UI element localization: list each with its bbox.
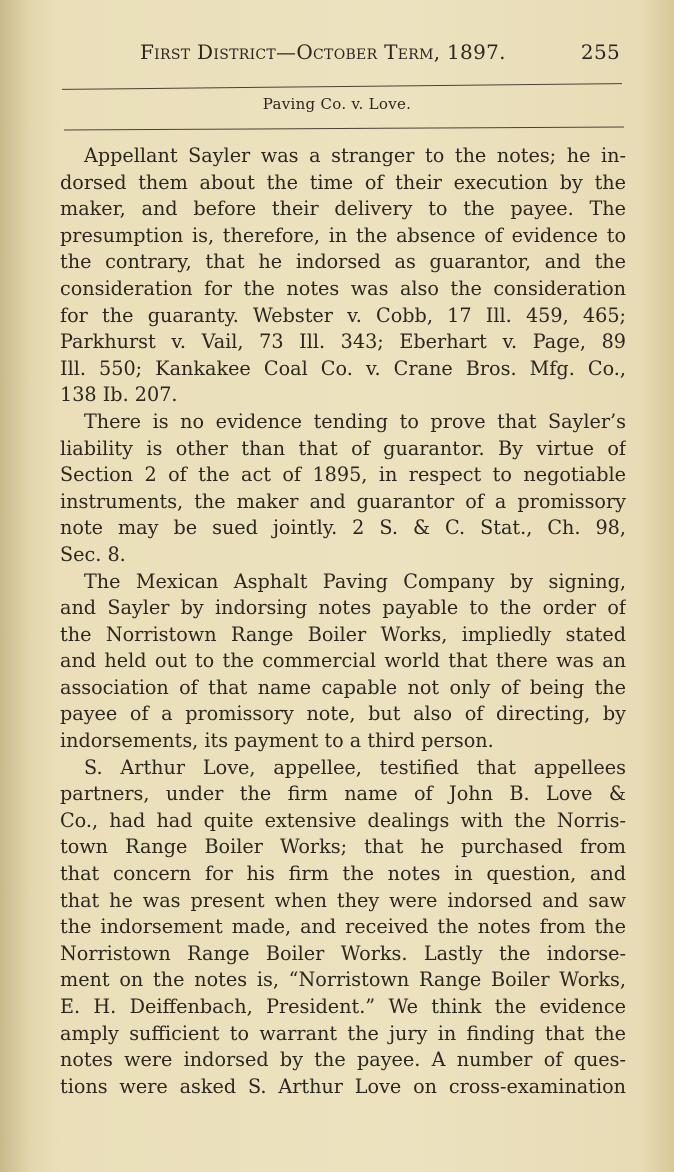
text-line: and held out to the commercial world that there was an [60, 649, 626, 673]
text-line: The Mexican Asphalt Paving Company by signing, [84, 569, 626, 593]
text-line: town Range Boiler Works; that he purchased from [60, 835, 626, 859]
text-line: indorsements, its payment to a third person. [60, 729, 494, 753]
text-line: 138 Ib. 207. [60, 383, 178, 407]
text-line: Ill. 550; Kankakee Coal Co. v. Crane Bros. Mfg. Co., [60, 356, 626, 380]
text-line: the Norristown Range Boiler Works, impliedly stated [60, 622, 626, 646]
text-line: dorsed them about the time of their execution by the [60, 170, 626, 194]
text-line: the indorsement made, and received the notes from the [60, 915, 626, 939]
text-line: amply sufficient to warrant the jury in finding that the [60, 1021, 626, 1045]
text-line: Parkhurst v. Vail, 73 Ill. 343; Eberhart v. Page, 89 [60, 330, 626, 354]
text-line: maker, and before their delivery to the payee. The [60, 197, 626, 221]
body-text [60, 143, 626, 1100]
text-line: notes were indorsed by the payee. A number of ques- [60, 1048, 626, 1072]
text-line: note may be sued jointly. 2 S. & C. Stat., Ch. 98, [60, 516, 626, 540]
text-line: liability is other than that of guarantor. By virtue of [60, 436, 626, 460]
text-line: partners, under the firm name of John B. Love & [60, 782, 626, 806]
text-line: consideration for the notes was also the consideration [60, 276, 626, 300]
text-line: the contrary, that he indorsed as guarantor, and the [60, 250, 626, 274]
text-line: Sec. 8. [60, 542, 126, 566]
case-name: Paving Co. v. Love. [262, 95, 412, 113]
text-line: Section 2 of the act of 1895, in respect to negotiable [60, 463, 626, 487]
text-line: for the guaranty. Webster v. Cobb, 17 Ill. 459, 465; [60, 303, 626, 327]
text-line: S. Arthur Love, appellee, testified that appellees [84, 755, 626, 779]
text-line: association of that name capable not only of being the [60, 675, 626, 699]
text-line: that concern for his firm the notes in question, and [60, 862, 626, 886]
text-line: and Sayler by indorsing notes payable to the order of [60, 596, 626, 620]
text-line: that he was present when they were indorsed and saw [60, 888, 626, 912]
text-line: ment on the notes is, “Norristown Range Boiler Works, [60, 968, 626, 992]
text-line: E. H. Deiffenbach, President.” We think the evidence [60, 995, 626, 1018]
text-line: instruments, the maker and guarantor of a promissory [60, 489, 626, 513]
page-number: 255 [580, 40, 620, 64]
running-title: First District—October Term, 1897. [140, 40, 506, 64]
header-rule [62, 83, 622, 90]
text-line: payee of a promissory note, but also of directing, by [60, 702, 626, 726]
text-line: Co., had had quite extensive dealings with the Norris- [60, 808, 626, 832]
running-head [140, 40, 620, 64]
text-line: There is no evidence tending to prove that Sayler’s [84, 409, 626, 433]
text-line: Appellant Sayler was a stranger to the notes; he in- [84, 144, 626, 167]
text-line: Norristown Range Boiler Works. Lastly the indorse- [60, 941, 626, 965]
case-name-rule [64, 127, 624, 131]
text-line: tions were asked S. Arthur Love on cross-examination [60, 1074, 626, 1098]
text-line: presumption is, therefore, in the absence of evidence to [60, 223, 626, 247]
